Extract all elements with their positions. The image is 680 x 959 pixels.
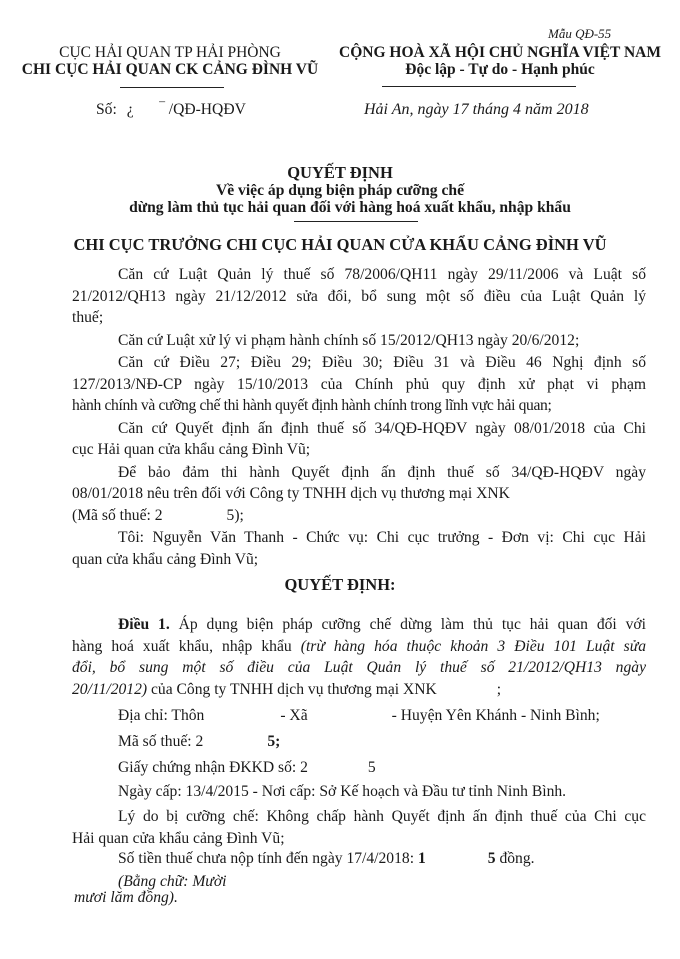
- preamble-line: Căn cứ Luật xử lý vi phạm hành chính số 15/2012/QH13 ngày 20/6/2012;: [118, 331, 580, 349]
- preamble-line: 21/2012/QH13 ngày 21/12/2012 sửa đổi, bổ sung một số điều của Luật Quản lý: [72, 287, 646, 305]
- subject-underline: [294, 221, 418, 222]
- preamble-line: Căn cứ Điều 27; Điều 29; Điều 30; Điều 31 và Điều 46 Nghị định số: [118, 354, 646, 371]
- number-suffix: /QĐ-HQĐV: [168, 101, 246, 118]
- article-line: hàng hoá xuất khẩu, nhập khẩu (trừ hàng hóa thuộc khoản 3 Điều 101 Luật sửa: [72, 637, 646, 655]
- amount-in-words-line2: mươi lăm đồng).: [74, 889, 178, 906]
- article-line: đổi, bổ sung một số điều của Luật Quản lý thuế số 21/2012/QH13 ngày: [72, 659, 646, 676]
- place-date: Hải An, ngày 17 tháng 4 năm 2018: [364, 101, 589, 118]
- decision-subject-line2: dừng làm thủ tục hải quan đối với hàng hoá xuất khẩu, nhập khẩu: [129, 199, 571, 216]
- authority-title: CHI CỤC TRƯỞNG CHI CỤC HẢI QUAN CỬA KHẨU CẢNG ĐÌNH VŨ: [73, 235, 607, 254]
- form-code: Mẫu QĐ-55: [548, 26, 612, 41]
- preamble: [72, 264, 646, 570]
- agency-underline: [120, 87, 224, 88]
- reason: [72, 806, 646, 849]
- preamble-line: 127/2013/NĐ-CP ngày 15/10/2013 của Chính phủ quy định xử phạt vi phạm: [72, 375, 646, 393]
- decision-heading: QUYẾT ĐỊNH:: [284, 575, 396, 594]
- preamble-line: Căn cứ Quyết định ấn định thuế số 34/QĐ-HQĐV ngày 08/01/2018 của Chi: [118, 419, 646, 437]
- article-line: 20/11/2012) của Công ty TNHH dịch vụ thương mại XNK ;: [72, 680, 502, 698]
- issue-info: Ngày cấp: 13/4/2015 - Nơi cấp: Sở Kế hoạch và Đầu tư tỉnh Ninh Bình.: [118, 783, 567, 800]
- reason-line: Hải quan cửa khẩu cảng Đình Vũ;: [72, 829, 285, 847]
- preamble-line: Để bảo đảm thi hành Quyết định ấn định thuế số 34/QĐ-HQĐV ngày: [118, 463, 646, 481]
- number-mark: ‾: [159, 101, 165, 118]
- decision-subject-line1: Về việc áp dụng biện pháp cưỡng chế: [215, 182, 465, 199]
- motto: Độc lập - Tự do - Hạnh phúc: [405, 61, 595, 78]
- number-mark: ¿: [126, 101, 134, 118]
- document-number: [96, 101, 246, 119]
- preamble-line: Tôi: Nguyễn Văn Thanh - Chức vụ: Chi cục trưởng - Đơn vị: Chi cục Hải: [118, 529, 646, 546]
- article-line: Điều 1. Áp dụng biện pháp cưỡng chế dừng làm thủ tục hải quan đối với: [118, 616, 646, 633]
- agency-parent: CỤC HẢI QUAN TP HẢI PHÒNG: [59, 44, 281, 61]
- tax-code: Mã số thuế: 2 5;: [118, 733, 281, 750]
- decision-title: QUYẾT ĐỊNH: [287, 163, 393, 182]
- agency-name: CHI CỤC HẢI QUAN CK CẢNG ĐÌNH VŨ: [21, 61, 319, 78]
- reason-line: Lý do bị cưỡng chế: Không chấp hành Quyết định ấn định thuế của Chi cục: [118, 808, 646, 825]
- address: Địa chỉ: Thôn - Xã - Huyện Yên Khánh - Ninh Bình;: [118, 707, 600, 724]
- business-license: Giấy chứng nhận ĐKKD số: 2 5: [118, 759, 376, 776]
- preamble-line: thuế;: [72, 309, 104, 326]
- preamble-line: quan cửa khẩu cảng Đình Vũ;: [72, 550, 259, 568]
- number-label: Số:: [96, 101, 117, 118]
- preamble-line: cục Hải quan cửa khẩu cảng Đình Vũ;: [72, 441, 311, 458]
- motto-underline: [382, 86, 576, 87]
- preamble-line: 08/01/2018 nêu trên đối với Công ty TNHH dịch vụ thương mại XNK: [72, 485, 510, 502]
- preamble-line: Căn cứ Luật Quản lý thuế số 78/2006/QH11 ngày 29/11/2006 và Luật số: [118, 266, 646, 283]
- unpaid-amount: Số tiền thuế chưa nộp tính đến ngày 17/4/2018: 1 5 đồng.: [118, 850, 535, 867]
- country-name: CỘNG HOÀ XÃ HỘI CHỦ NGHĨA VIỆT NAM: [339, 44, 661, 61]
- amount-in-words-line1: (Bằng chữ: Mười: [118, 873, 227, 890]
- article-1: [72, 614, 646, 700]
- preamble-line: (Mã số thuế: 2 5);: [72, 506, 244, 524]
- preamble-line: hành chính và cưỡng chế thi hành quyết định hành chính trong lĩnh vực hải quan;: [72, 397, 552, 414]
